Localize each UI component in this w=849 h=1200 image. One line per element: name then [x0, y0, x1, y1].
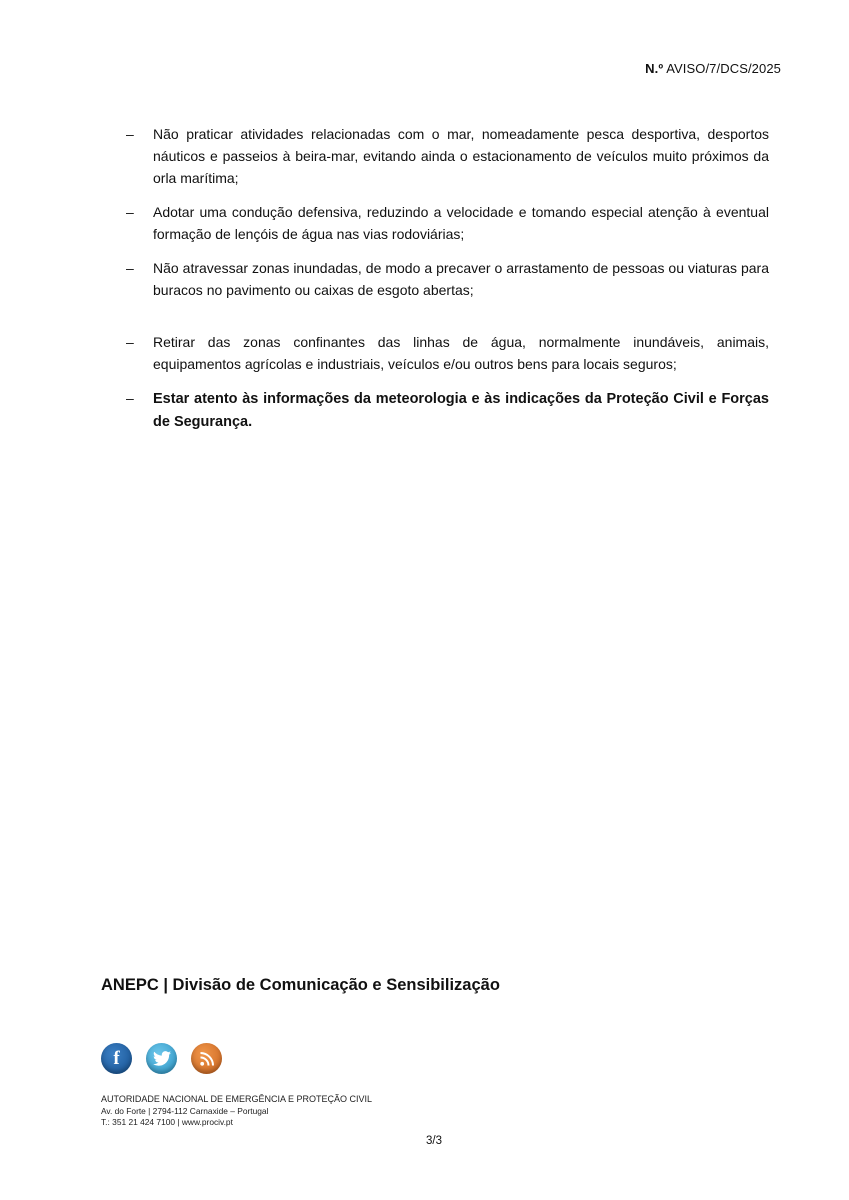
bullet-marker: – [126, 334, 134, 350]
division-signature: ANEPC | Divisão de Comunicação e Sensibilização [101, 976, 500, 994]
list-item-text: Estar atento às informações da meteorologia e às indicações da Proteção Civil e Forças de Segurança. [153, 391, 769, 430]
reference-code: AVISO/7/DCS/2025 [666, 61, 781, 76]
organization-address [101, 1094, 372, 1129]
list-item [126, 123, 769, 189]
facebook-icon[interactable]: f [101, 1043, 132, 1074]
street-address: Av. do Forte | 2794-112 Carnaxide – Portugal [101, 1105, 269, 1116]
page-number: 3/3 [426, 1135, 442, 1147]
bullet-marker: – [126, 390, 134, 406]
reference-prefix: N.º [645, 61, 664, 76]
list-item [126, 201, 769, 245]
list-item-text: Não atravessar zonas inundadas, de modo a precaver o arrastamento de pessoas ou viaturas para buracos no pavimento ou caixas de esgoto abertas; [153, 260, 769, 298]
bullet-marker: – [126, 204, 134, 220]
contact-line: T.: 351 21 424 7100 | www.prociv.pt [101, 1117, 233, 1127]
recommendations-list [126, 123, 769, 445]
social-links [101, 1043, 222, 1074]
list-item-emphasis [126, 387, 769, 433]
list-item [126, 257, 769, 301]
list-item-text: Retirar das zonas confinantes das linhas de água, normalmente inundáveis, animais, equipamentos agrícolas e industriais, veículos e/ou outros bens para locais seguros; [153, 334, 769, 372]
twitter-icon[interactable] [146, 1043, 177, 1074]
list-item-text: Adotar uma condução defensiva, reduzindo a velocidade e tomando especial atenção à eventual formação de lençóis de água nas vias rodoviárias; [153, 204, 769, 242]
rss-icon[interactable] [191, 1043, 222, 1074]
document-reference [645, 61, 781, 76]
list-item [126, 331, 769, 375]
bullet-marker: – [126, 260, 134, 276]
bullet-marker: – [126, 126, 134, 142]
list-item-text: Não praticar atividades relacionadas com o mar, nomeadamente pesca desportiva, desportos náuticos e passeios à beira-mar, evitando ainda o estacionamento de veículos muito próximos da orla marítima; [153, 126, 769, 186]
organization-name: AUTORIDADE NACIONAL DE EMERGÊNCIA E PROTEÇÃO CIVIL [101, 1094, 373, 1104]
